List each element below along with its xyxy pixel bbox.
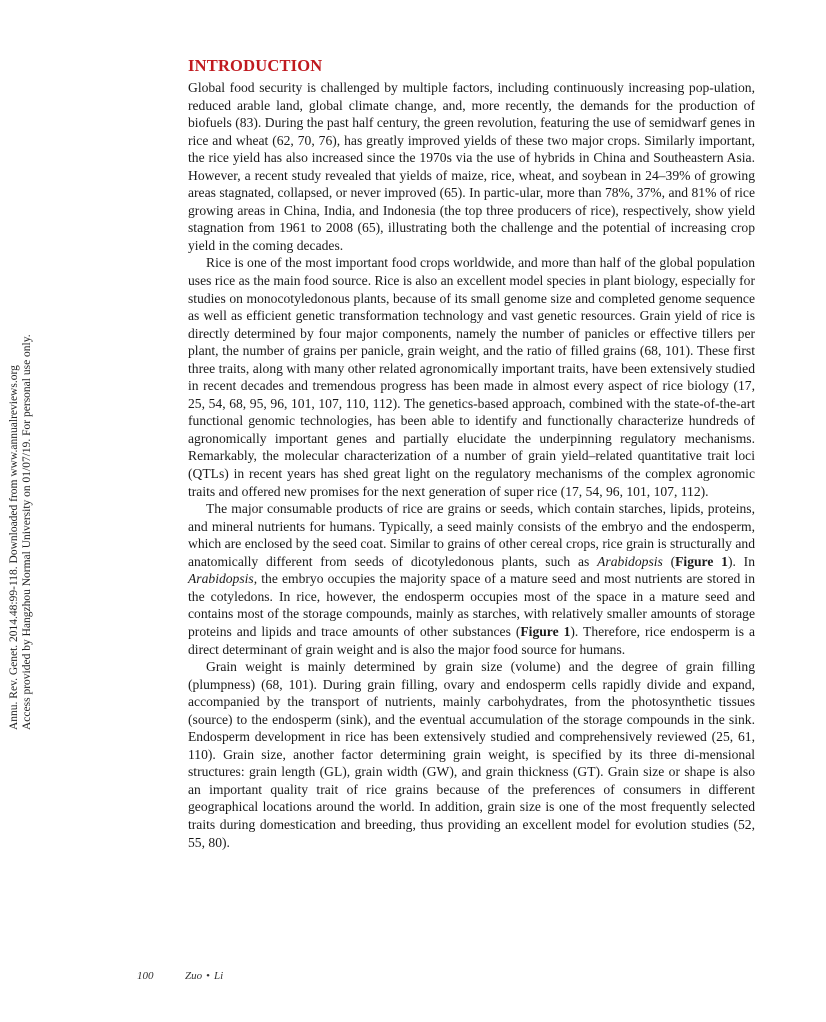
paragraph-4	[188, 658, 755, 851]
species-name: Arabidopsis	[597, 553, 663, 569]
paragraph-text: ). Therefore, rice endosperm is a direct determinant of grain weight and is also the major food source for humans.	[188, 623, 755, 657]
separator: •	[206, 970, 210, 982]
paragraph-1	[188, 79, 755, 254]
paragraph-text: , the embryo occupies the majority space of a mature seed and most nutrients are stored in the cotyledons. In rice, however, the endosperm occupies most of the space in a mature seed and contains most of the storage compounds, mainly as starches, with relatively smaller amounts of storage proteins and lipids and trace amounts of other substances (	[188, 571, 755, 639]
article-body	[188, 56, 755, 851]
paragraph-text: Rice is one of the most important food crops worldwide, and more than half of the global population uses rice as the main food source. Rice is also an excellent model species in plant biology, especially for studies on monocotyledonous plants, because of its small genome size and completed genome sequence as well as efficient genetic transformation technology and vast genetic resources. Grain yield of rice is directly determined by four major components, namely the number of panicles or effective tillers per plant, the number of grains per panicle, grain weight, and the ratio of filled grains (68, 101). These first three traits, along with many other related agronomically important traits, have been extensively studied in recent decades and tremendous progress has been made in almost every aspect of rice biology (17, 25, 54, 68, 95, 96, 101, 107, 110, 112). The genetics-based approach, combined with the state-of-the-art functional genomic technologies, has been able to identify and functionally characterize hundreds of agronomically important genes and partially elucidate the underpinning regulatory mechanisms. Remarkably, the molecular characterization of a number of grain yield–related quantitative trait loci (QTLs) in recent years has shed great light on the regulatory mechanisms of the complex agronomic traits and offered new promises for the next generation of super rice (17, 54, 96, 101, 107, 112).	[188, 255, 755, 499]
species-name: Arabidopsis	[188, 571, 254, 587]
page-number: 100	[137, 970, 154, 982]
author-name: Li	[213, 970, 224, 982]
paragraph-3	[188, 500, 755, 658]
figure-reference-link[interactable]: Figure 1	[675, 553, 728, 569]
paragraph-text: The major consumable products of rice are grains or seeds, which contain starches, lipids, proteins, and mineral nutrients for humans. Typically, a seed mainly consists of the embryo and the endosperm, which are enclosed by the seed coat. Similar to grains of other cereal crops, rice grain is structurally and anatomically different from seeds of dicotyledonous plants, such as	[188, 501, 755, 569]
author-name: Zuo	[185, 970, 203, 982]
page-footer	[137, 970, 223, 982]
paragraph-text: (	[662, 553, 676, 569]
paragraph-2	[188, 254, 755, 500]
access-line: Access provided by Hangzhou Normal University on 01/07/19. For personal use only.	[21, 334, 33, 730]
citation-line: Annu. Rev. Genet. 2014.48:99-118. Downloaded from www.annualreviews.org	[8, 365, 20, 730]
paragraph-text: Global food security is challenged by multiple factors, including continuously increasing pop-ulation, reduced arable land, global climate change, and, more recently, the demands for the production of biofuels (83). During the past half century, the green revolution, featuring the use of semidwarf genes in rice and wheat (62, 70, 76), has greatly improved yields of these two major crops. Similarly important, the rice yield has also increased since the 1970s via the use of hybrids in China and Southeastern Asia. However, a recent study revealed that yields of maize, rice, wheat, and soybean in 24–39% of growing areas stagnated, collapsed, or never improved (65). In partic-ular, more than 78%, 37%, and 81% of rice growing areas in China, India, and Indonesia (the top three producers of rice), respectively, show yield stagnation from 1961 to 2008 (65), illustrating both the challenge and the potential of increasing crop yield in the coming decades.	[188, 80, 755, 253]
figure-reference-link[interactable]: Figure 1	[520, 623, 571, 639]
download-notice	[8, 300, 36, 730]
section-heading: INTRODUCTION	[188, 56, 323, 75]
paragraph-text: ). In	[727, 553, 755, 569]
paragraph-text: Grain weight is mainly determined by grain size (volume) and the degree of grain filling (plumpness) (68, 101). During grain filling, ovary and endosperm cells rapidly divide and expand, accompanied by the transport of nutrients, mainly carbohydrates, from the photosynthetic tissues (source) to the endosperm (sink), and the eventual accumulation of the storage compounds in the sink. Endosperm development in rice has been extensively studied and comprehensively reviewed (25, 61, 110). Grain size, another factor determining grain weight, is specified by its three di-mensional structures: grain length (GL), grain width (GW), and grain thickness (GT). Grain size or shape is also an important quality trait of rice grains because of the preferences of consumers in different geographical locations around the world. In addition, grain size is one of the most frequently selected traits during domestication and breeding, thus providing an excellent model for evolution studies (52, 55, 80).	[188, 659, 755, 850]
